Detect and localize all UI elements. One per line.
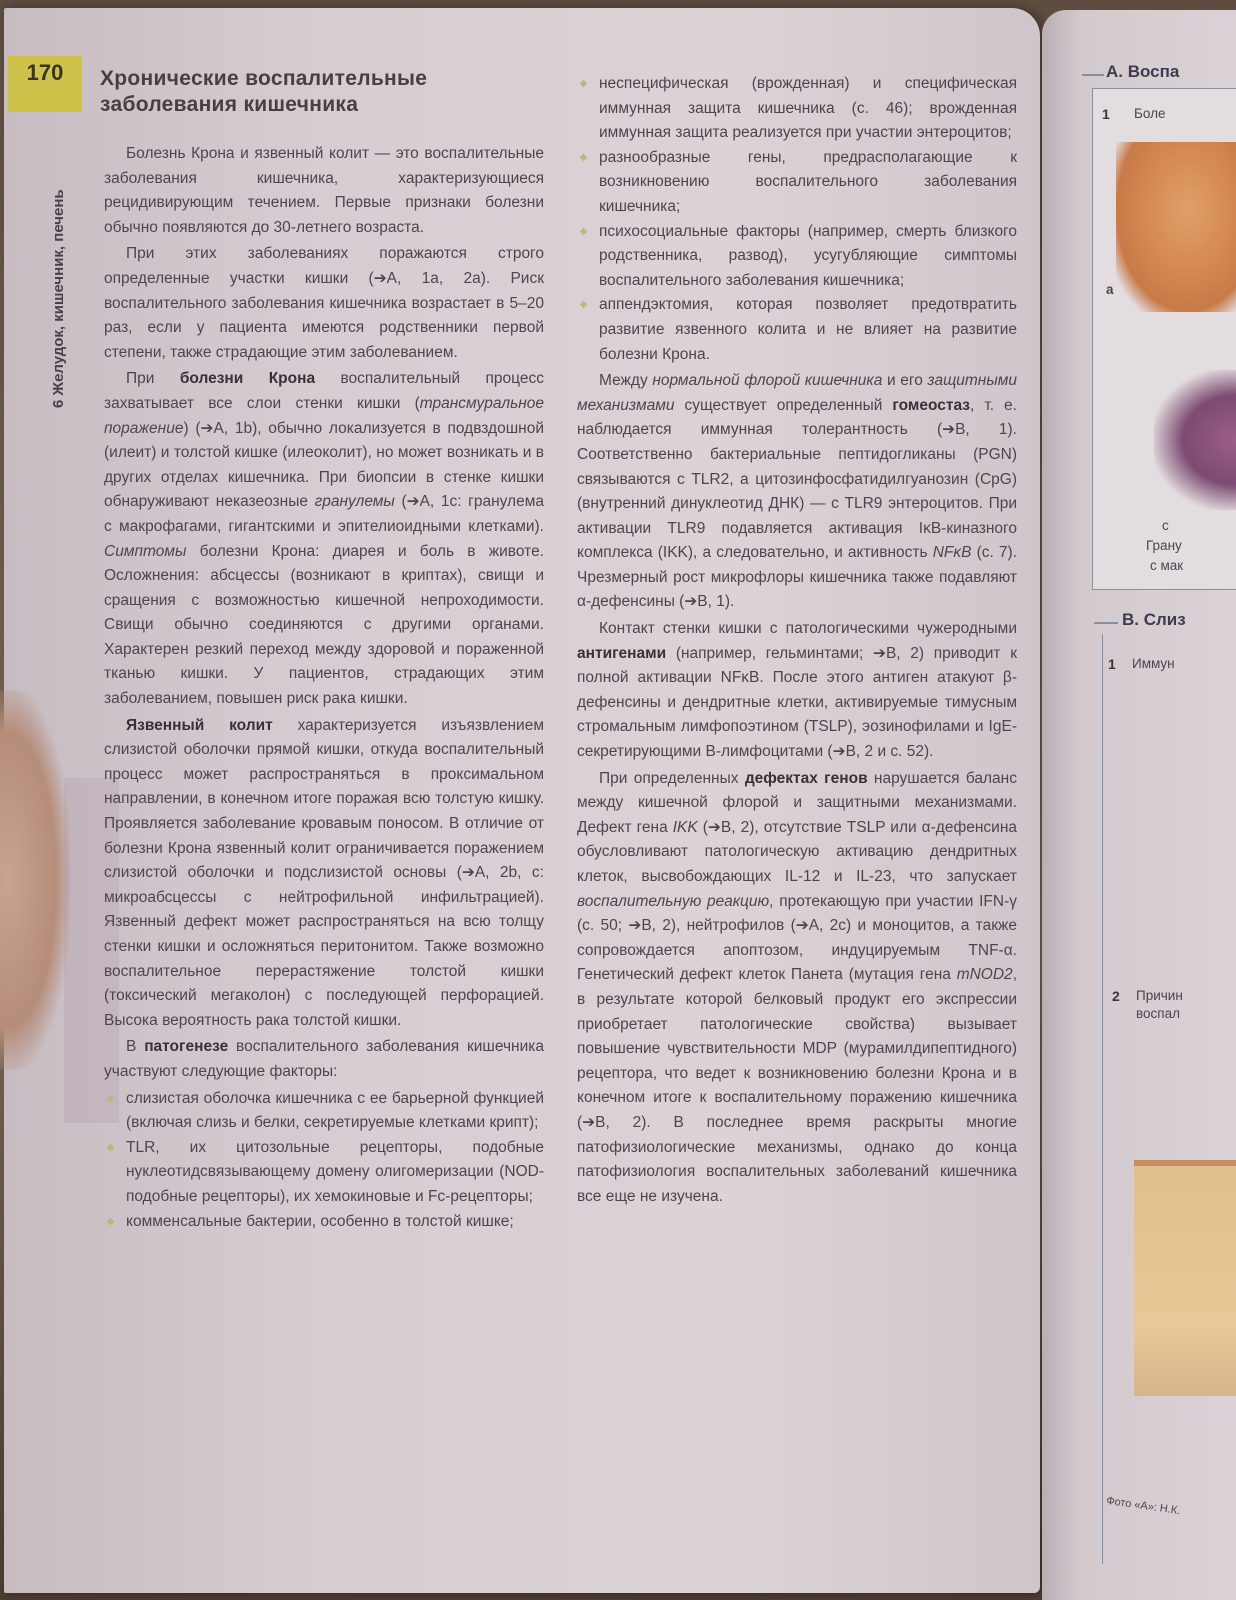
right-page bbox=[1042, 10, 1236, 1600]
list-item: слизистая оболочка кишечника с ее барьерной функцией (включая слизь и белки, секретируемые клетками крипт); bbox=[104, 1087, 544, 1136]
paragraph-localization: При этих заболеваниях поражаются строго определенные участки кишки (➔A, 1a, 2a). Риск воспалительного заболевания кишечника возрастает в 5–20 раз, если у пациента имеются родственники первой степени, также страдающие этим заболеванием. bbox=[104, 245, 544, 361]
paragraph-antigens: Контакт стенки кишки с патологическими чужеродными антигенами (например, гельминтами; ➔B, 2) приводит к полной активации NFκB. После этого антиген атакуют β-дефенсины и дендритные клетки, активируемые тимусным стромальным лимфопоэтином (TSLP), эозинофилами и IgE-секретирующими B-лимфоцитами (➔B, 2 и с. 52). bbox=[577, 620, 1017, 761]
list-item: неспецифическая (врожденная) и специфическая иммунная защита кишечника (с. 46); врожденная иммунная защита реализуется при участии энтероцитов; bbox=[577, 72, 1017, 146]
list-item: TLR, их цитозольные рецепторы, подобные нуклеотидсвязывающему домену олигомеризации (NOD-подобные рецепторы), их хемокиновые и Fc-рецепторы; bbox=[104, 1136, 544, 1210]
bullet-icon bbox=[107, 1094, 115, 1102]
title-line-1: Хронические воспалительные bbox=[100, 67, 428, 90]
rule-line bbox=[1082, 74, 1104, 76]
bullet-icon bbox=[107, 1143, 115, 1151]
paragraph-gene-defects: При определенных дефектах генов нарушается баланс между кишечной флорой и защитными механизмами. Дефект гена IKK (➔B, 2), отсутствие TSLP или α-дефенсина обусловливают патологическую активацию дендритных клеток, высвобождающих IL-12 и IL-23, что запускает воспалительную реакцию, протекающую при участии IFN-γ (с. 50; ➔B, 2), нейтрофилов (➔A, 2c) и моноцитов, а также сопровождается апоптозом, индуцируемым TNF-α. Генетический дефект клеток Панета (мутация гена mNOD2, в результате которой белковый продукт его экспрессии приобретает патологические свойства) вызывает повышение чувствительности MDP (мурамилдипептидного) рецептора, что ведет к возникновению болезни Крона и в конечном итоге к воспалительному поражению кишечника (➔B, 2). В последнее время раскрыты многие патофизиологические механизмы, однако до конца патофизиология воспалительных заболеваний кишечника все еще не изучена. bbox=[577, 769, 1017, 1205]
figure-b-frame bbox=[1102, 634, 1236, 1564]
figure-b-panel2-label-1: Причин bbox=[1136, 988, 1183, 1003]
page-number: 170 bbox=[8, 56, 82, 112]
paragraph-intro: Болезнь Крона и язвенный колит — это воспалительные заболевания кишечника, характеризующиеся рецидивирующим течением. Первые признаки болезни обычно появляются до 30-летнего возраста. bbox=[104, 145, 544, 236]
figure-b-panel1-label: Иммун bbox=[1132, 656, 1175, 671]
title-line-2: заболевания кишечника bbox=[100, 93, 359, 116]
rule-line bbox=[1094, 622, 1118, 624]
bullet-icon bbox=[580, 301, 588, 309]
paragraph-crohn: При болезни Крона воспалительный процесс захватывает все слои стенки кишки (трансмуральное поражение) (➔A, 1b), обычно локализуется в подвздошной (илеит) и толстой кишке (илеоколит), но может возникать и в других отделах кишечника. При биопсии в стенке кишки обнаруживают неказеозные гранулемы (➔A, 1c: гранулема с макрофагами, гигантскими и эпителиоидными клетками). Симптомы болезни Крона: диарея и боль в животе. Осложнения: абсцессы (возникают в криптах), свищи и сращения с возможностью кишечной непроходимости. Свищи обычно соединяются с другими органами. Характерен резкий переход между здоровой и пораженной тканью кишки. У пациентов, страдающих этим заболеванием, повышен риск рака кишки. bbox=[104, 370, 544, 708]
figure-b-panel2-number: 2 bbox=[1112, 988, 1120, 1004]
list-item: комменсальные бактерии, особенно в толстой кишке; bbox=[104, 1210, 544, 1235]
right-column bbox=[577, 72, 1017, 1211]
paragraph-ulcerative-colitis: Язвенный колит характеризуется изъязвлением слизистой оболочки прямой кишки, откуда воспалительный процесс может распространяться в проксимальном направлении, в конечном итоге поражая всю толстую кишку. Проявляется заболевание кровавым поносом. В отличие от болезни Крона язвенный колит ограничивается поражением слизистой оболочки и подслизистой основы (➔A, 2b, c: микроабсцессы с нейтрофильной инфильтрацией). Язвенный дефект может распространяться на всю толщу стенки кишки и осложняться перитонитом. Также возможно воспалительное перерастяжение толстой кишки (токсический мегаколон) с последующей перфорацией. Высока вероятность рака толстой кишки. bbox=[104, 716, 544, 1029]
granuloma-caption-2: с мак bbox=[1150, 558, 1184, 573]
bullet-icon bbox=[580, 80, 588, 88]
list-item: психосоциальные факторы (например, смерть близкого родственника, развод), усугубляющие симптомы воспалительного заболевания кишечника; bbox=[577, 220, 1017, 294]
figure-b-heading: В. Слиз bbox=[1122, 610, 1186, 629]
page-title bbox=[100, 66, 530, 118]
figure-a-panel-label: Боле bbox=[1134, 106, 1166, 121]
panel-letter-a: a bbox=[1106, 282, 1114, 297]
figure-b-panel2-label-2: воспал bbox=[1136, 1006, 1180, 1021]
photo-credit: Фото «А»: Н.К. bbox=[1105, 1494, 1181, 1518]
bullet-icon bbox=[580, 153, 588, 161]
figure-b-panel1-number: 1 bbox=[1108, 656, 1116, 672]
finger-shadow bbox=[0, 690, 70, 1070]
paragraph-homeostasis: Между нормальной флорой кишечника и его защитными механизмами существует определенный гомеостаз, т. е. наблюдается иммунная толерантность (➔B, 1). Соответственно бактериальные пептидогликаны (PGN) связываются с TLR2, а цитозинфосфатидилгуанозин (CpG) (внутренний динуклеотид ДНК) — с TLR9 энтероцитов. При активации TLR9 подавляется активация IκB-киназного комплекса (IKK), а следовательно, и активность NFκB (с. 7). Чрезмерный рост микрофлоры кишечника также подавляют α-дефенсины (➔B, 1). bbox=[577, 372, 1018, 611]
list-item: аппендэктомия, которая позволяет предотвратить развитие язвенного колита и не влияет на развитие болезни Крона. bbox=[577, 293, 1017, 367]
list-item: разнообразные гены, предрасполагающие к возникновению воспалительного заболевания кишечника; bbox=[577, 146, 1017, 220]
intestinal-wall-illustration bbox=[1134, 1160, 1236, 1396]
micrograph-a bbox=[1116, 142, 1236, 312]
left-column bbox=[104, 142, 544, 1234]
figure-a-heading: А. Воспа bbox=[1106, 62, 1180, 81]
panel-letter-c: c bbox=[1162, 518, 1169, 533]
figure-a-panel-number: 1 bbox=[1102, 106, 1110, 122]
bullet-icon bbox=[107, 1217, 115, 1225]
chapter-sidebar-label: 6 Желудок, кишечник, печень bbox=[50, 189, 67, 408]
micrograph-c bbox=[1154, 370, 1236, 510]
paragraph-pathogenesis: В патогенезе воспалительного заболевания кишечника участвуют следующие факторы: bbox=[104, 1038, 544, 1080]
left-page bbox=[4, 8, 1040, 1593]
bullet-icon bbox=[580, 227, 588, 235]
granuloma-caption-1: Грану bbox=[1146, 538, 1182, 553]
